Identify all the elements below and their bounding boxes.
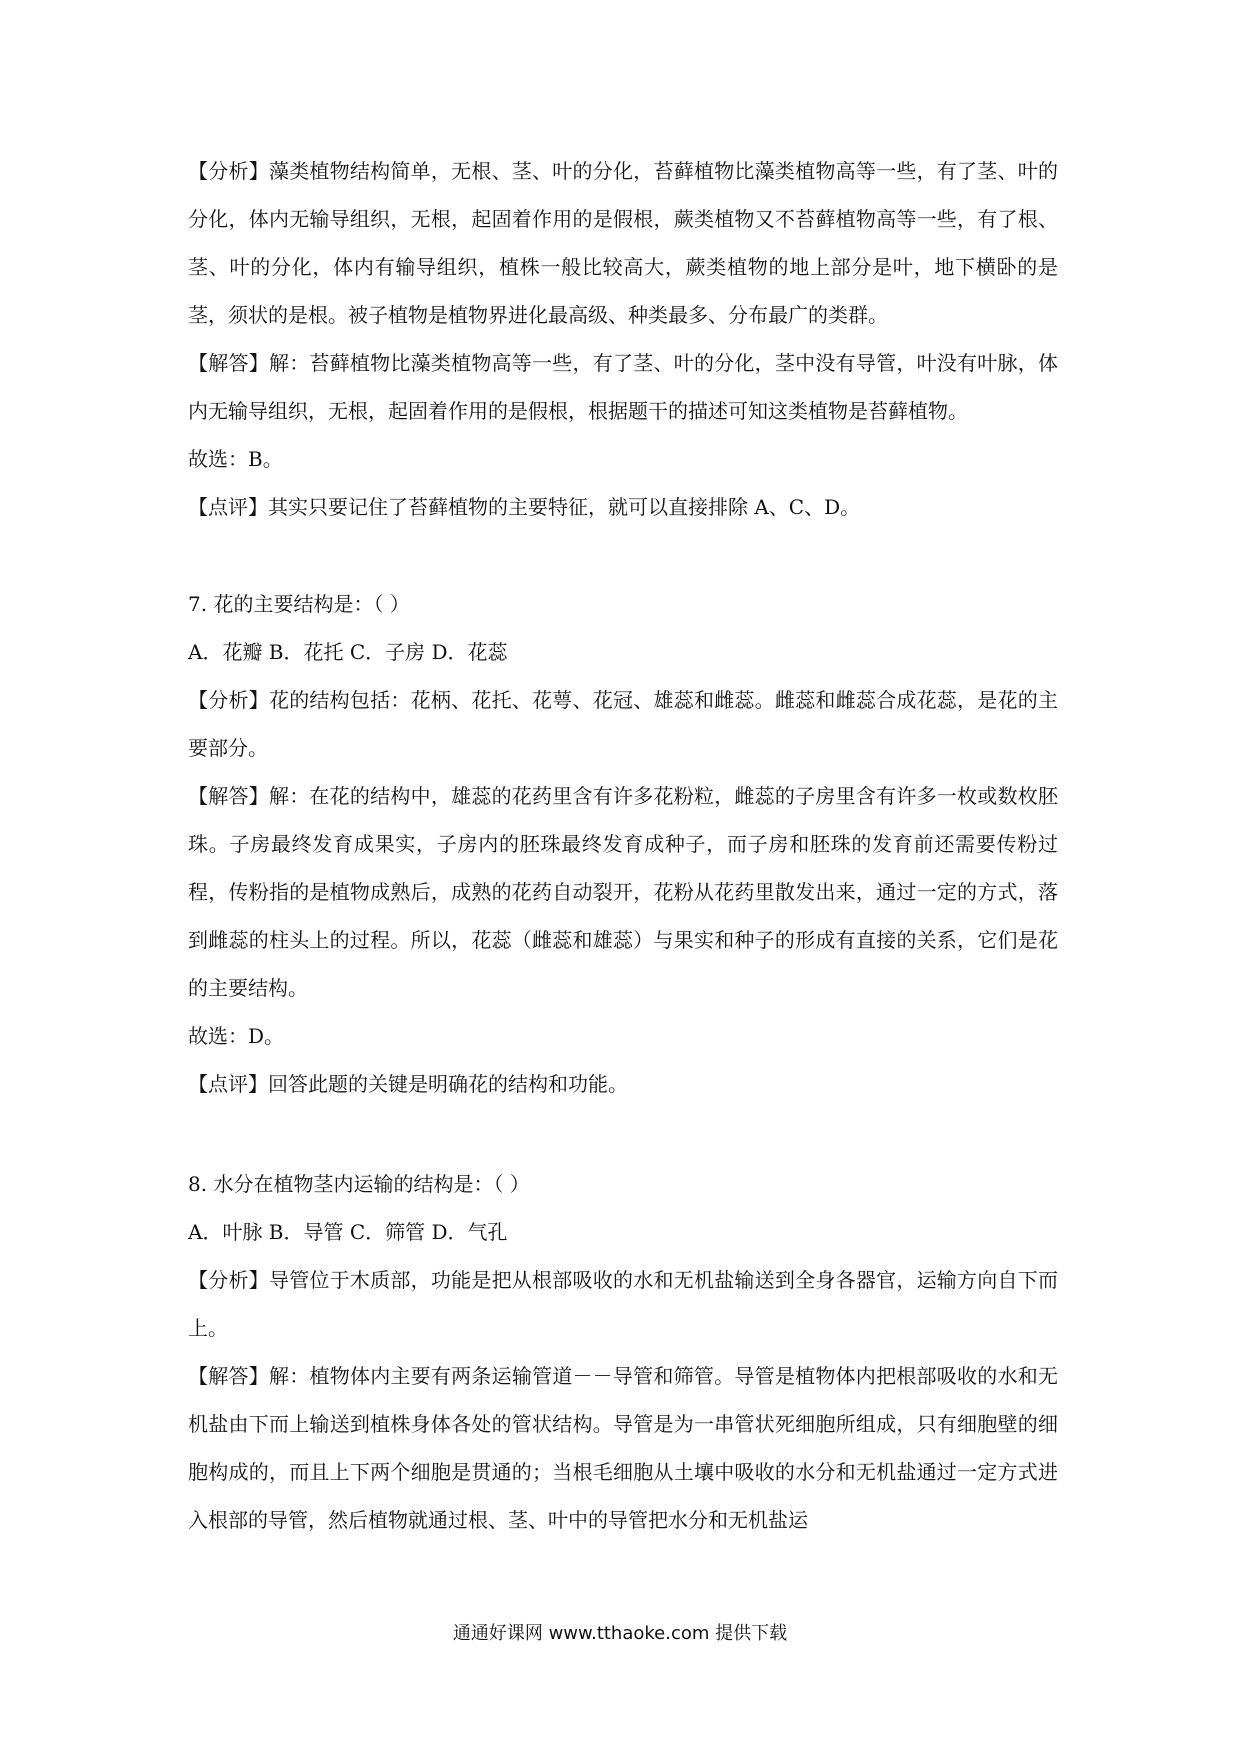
page-footer: 通通好课网 www.tthaoke.com 提供下载 xyxy=(452,1623,788,1644)
q8-options: A．叶脉 B．导管 C．筛管 D．气孔 xyxy=(188,1220,508,1244)
q8-solution: 【解答】解：植物体内主要有两条运输管道－－导管和筛管。导管是植物体内把根部吸收的水和无机盐由下而上输送到植株身体各处的管状结构。导管是为一串管状死细胞所组成，只有细胞壁的细胞构成的，而且上下两个细胞是贯通的；当根毛细胞从土壤中吸收的水分和无机盐通过一定方式进入根部的导管，然后植物就通过根、茎、叶中的导管把水分和无机盐运 xyxy=(188,1364,1058,1532)
q8-analysis: 【分析】导管位于木质部，功能是把从根部吸收的水和无机盐输送到全身各器官，运输方向自下而上。 xyxy=(188,1268,1058,1340)
q7-solution: 【解答】解：在花的结构中，雄蕊的花药里含有许多花粉粒，雌蕊的子房里含有许多一枚或数枚胚珠。子房最终发育成果实，子房内的胚珠最终发育成种子，而子房和胚珠的发育前还需要传粉过程，传粉指的是植物成熟后，成熟的花药自动裂开，花粉从花药里散发出来，通过一定的方式，落到雌蕊的柱头上的过程。所以，花蕊（雌蕊和雄蕊）与果实和种子的形成有直接的关系，它们是花的主要结构。 xyxy=(188,784,1058,1000)
q7-choice: 故选：D。 xyxy=(188,1024,285,1048)
q7-options: A．花瓣 B．花托 C．子房 D．花蕊 xyxy=(188,640,508,664)
q6-analysis: 【分析】藻类植物结构简单，无根、茎、叶的分化，苔藓植物比藻类植物高等一些，有了茎、叶的分化，体内无输导组织，无根，起固着作用的是假根，蕨类植物又不苔藓植物高等一些，有了根、茎、叶的分化，体内有输导组织，植株一般比较高大，蕨类植物的地上部分是叶，地下横卧的是茎，须状的是根。被子植物是植物界进化最高级、种类最多、分布最广的类群。 xyxy=(188,159,1058,327)
q6-choice: 故选：B。 xyxy=(188,447,283,471)
q7-analysis: 【分析】花的结构包括：花柄、花托、花萼、花冠、雄蕊和雌蕊。雌蕊和雌蕊合成花蕊，是花的主要部分。 xyxy=(188,688,1058,760)
q6-answer-section xyxy=(188,147,1058,531)
q6-comment: 【点评】其实只要记住了苔藓植物的主要特征，就可以直接排除 A、C、D。 xyxy=(188,495,861,519)
q6-solution: 【解答】解：苔藓植物比藻类植物高等一些，有了茎、叶的分化，茎中没有导管，叶没有叶脉，体内无输导组织，无根，起固着作用的是假根，根据题干的描述可知这类植物是苔藓植物。 xyxy=(188,351,1058,423)
q7-question: 7. 花的主要结构是：（ ） xyxy=(188,592,410,616)
q8-question: 8. 水分在植物茎内运输的结构是：（ ） xyxy=(188,1172,530,1196)
document-content xyxy=(188,147,1058,1544)
q7-section xyxy=(188,580,1058,1108)
q8-section xyxy=(188,1160,1058,1544)
q7-comment: 【点评】回答此题的关键是明确花的结构和功能。 xyxy=(188,1072,628,1096)
